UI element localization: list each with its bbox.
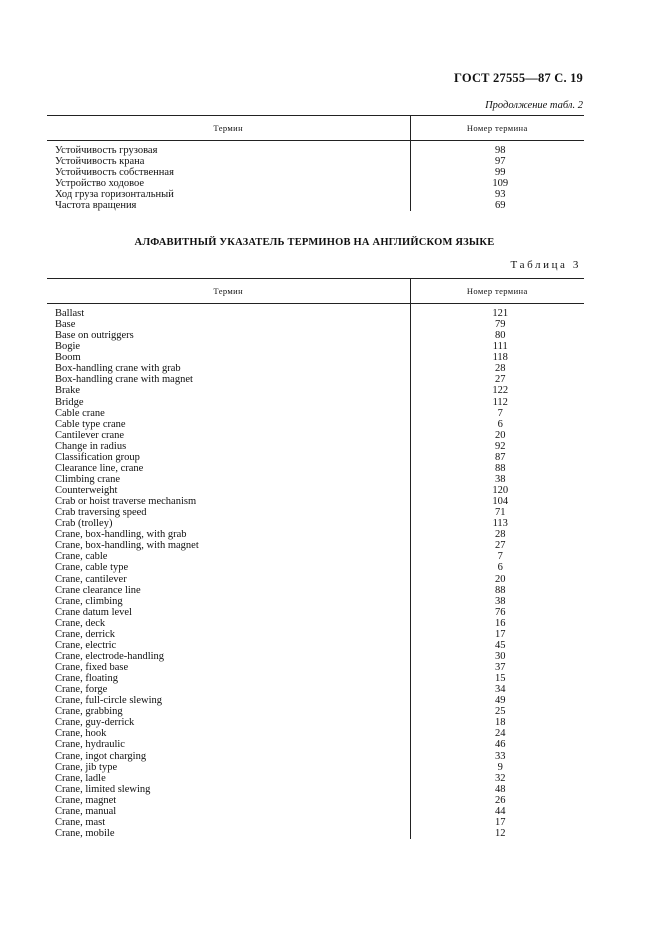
term-cell: Bridge	[47, 397, 410, 408]
term-number-cell: 45	[495, 639, 506, 651]
table-row	[47, 728, 584, 739]
term-cell: Crane, hook	[47, 728, 410, 739]
table-row	[47, 330, 584, 341]
term-cell: Cable type crane	[47, 419, 410, 430]
term-cell: Crane, forge	[47, 684, 410, 695]
table-row	[47, 441, 584, 452]
column-header-term: Термин	[47, 116, 410, 141]
term-number-cell: 99	[495, 167, 506, 179]
term-number-cell: 26	[495, 794, 506, 806]
term-number-cell: 12	[495, 827, 506, 839]
term-number-cell: 20	[495, 429, 506, 441]
table-row	[47, 640, 584, 651]
term-number-cell: 80	[495, 330, 506, 342]
term-cell: Crane, ladle	[47, 773, 410, 784]
term-cell: Crane clearance line	[47, 585, 410, 596]
term-number-cell: 6	[497, 562, 503, 574]
table-row	[47, 518, 584, 529]
term-cell: Crane, fixed base	[47, 662, 410, 673]
term-number-cell: 17	[495, 628, 506, 640]
term-number-cell: 112	[492, 396, 508, 408]
table-row	[47, 695, 584, 706]
term-cell: Crane, electrode-handling	[47, 651, 410, 662]
term-cell: Crab (trolley)	[47, 518, 410, 529]
table-row	[47, 574, 584, 585]
table-row	[47, 662, 584, 673]
term-number-cell: 48	[495, 783, 506, 795]
term-number-cell: 16	[495, 617, 506, 629]
term-number-cell: 6	[497, 418, 503, 430]
term-cell: Clearance line, crane	[47, 463, 410, 474]
term-cell: Cable crane	[47, 408, 410, 419]
term-number-cell: 122	[492, 385, 509, 397]
term-number-cell: 7	[497, 551, 503, 563]
table-row	[47, 507, 584, 518]
term-cell: Crane, grabbing	[47, 706, 410, 717]
table-row	[47, 496, 584, 507]
term-number-cell: 118	[492, 352, 508, 364]
term-number-cell: 28	[495, 529, 506, 541]
term-cell: Crane, floating	[47, 673, 410, 684]
term-number-cell: 24	[495, 728, 506, 740]
table-row	[47, 817, 584, 828]
table-row	[47, 806, 584, 817]
table-row	[47, 352, 584, 363]
table-row	[47, 596, 584, 607]
term-number-cell: 38	[495, 473, 506, 485]
term-cell: Crab traversing speed	[47, 507, 410, 518]
term-number-cell: 18	[495, 717, 506, 729]
term-number-cell: 17	[495, 816, 506, 828]
terms-table-russian	[47, 115, 584, 211]
term-cell: Crane, deck	[47, 618, 410, 629]
term-number-cell: 44	[495, 805, 506, 817]
term-number-cell: 20	[495, 573, 506, 585]
table-row	[47, 618, 584, 629]
table-row	[47, 430, 584, 441]
term-cell: Classification group	[47, 452, 410, 463]
term-number-cell: 98	[495, 145, 506, 156]
table-row	[47, 408, 584, 419]
table-row	[47, 485, 584, 496]
term-number-cell: 25	[495, 706, 506, 718]
table-row	[47, 474, 584, 485]
term-number-cell: 38	[495, 595, 506, 607]
term-cell: Crane, full-circle slewing	[47, 695, 410, 706]
term-number-cell: 37	[495, 662, 506, 673]
table-row	[47, 529, 584, 540]
term-cell: Устойчивость грузовая	[47, 141, 410, 157]
table-row	[47, 795, 584, 806]
term-number-cell: 46	[495, 739, 506, 751]
term-cell: Частота вращения	[47, 200, 410, 211]
term-number-cell: 49	[495, 695, 506, 707]
table-row	[47, 828, 584, 839]
table-row	[47, 452, 584, 463]
table-label: Таблица 3	[510, 259, 581, 271]
term-cell: Crane, climbing	[47, 596, 410, 607]
term-number-cell: 87	[495, 451, 506, 463]
section-title: АЛФАВИТНЫЙ УКАЗАТЕЛЬ ТЕРМИНОВ НА АНГЛИЙСКОМ ЯЗЫКЕ	[134, 237, 495, 248]
term-cell: Crane, box-handling, with magnet	[47, 540, 410, 551]
table-row	[47, 167, 584, 178]
term-cell: Crane, manual	[47, 806, 410, 817]
table-row	[47, 178, 584, 189]
table-row	[47, 200, 584, 211]
term-number-cell: 30	[495, 650, 506, 662]
term-cell: Box-handling crane with magnet	[47, 374, 410, 385]
term-cell: Crane, hydraulic	[47, 739, 410, 750]
term-cell: Crane, cable	[47, 551, 410, 562]
term-number-cell: 79	[495, 319, 506, 331]
term-number-cell: 33	[495, 750, 506, 762]
term-cell: Crane, mobile	[47, 828, 410, 839]
term-number-cell: 88	[495, 462, 506, 474]
term-cell: Crane, guy-derrick	[47, 717, 410, 728]
term-number-cell: 9	[497, 761, 503, 773]
table-row	[47, 673, 584, 684]
table-row	[47, 319, 584, 330]
term-cell: Crane, box-handling, with grab	[47, 529, 410, 540]
table-row	[47, 551, 584, 562]
table-row	[47, 397, 584, 408]
term-cell: Crane, electric	[47, 640, 410, 651]
term-cell: Boom	[47, 352, 410, 363]
term-number-cell: 109	[492, 178, 509, 190]
table-row	[47, 463, 584, 474]
column-header-term: Термин	[47, 279, 410, 304]
term-cell: Crane, ingot charging	[47, 751, 410, 762]
term-cell: Cantilever crane	[47, 430, 410, 441]
term-cell: Crane datum level	[47, 607, 410, 618]
term-cell: Устойчивость собственная	[47, 167, 410, 178]
table-row	[47, 562, 584, 573]
term-cell: Crab or hoist traverse mechanism	[47, 496, 410, 507]
term-number-cell: 32	[495, 772, 506, 784]
term-number-cell: 27	[495, 540, 506, 552]
term-number-cell: 93	[495, 189, 506, 201]
page-header: ГОСТ 27555—87 С. 19	[454, 71, 583, 85]
term-number-cell: 121	[492, 308, 509, 319]
column-header-number: Номер термина	[410, 116, 584, 141]
table-row	[47, 651, 584, 662]
table-row	[47, 706, 584, 717]
term-number-cell: 111	[492, 341, 508, 353]
term-number-cell: 7	[497, 407, 503, 419]
table-row	[47, 419, 584, 430]
term-number-cell: 27	[495, 374, 506, 386]
term-cell: Ход груза горизонтальный	[47, 189, 410, 200]
term-number-cell: 28	[495, 363, 506, 375]
table-row	[47, 739, 584, 750]
table-row	[47, 540, 584, 551]
terms-table-english	[47, 278, 584, 839]
term-number-cell: 113	[492, 518, 508, 530]
term-cell: Устройство ходовое	[47, 178, 410, 189]
table-row	[47, 717, 584, 728]
term-cell: Crane, cantilever	[47, 574, 410, 585]
term-cell: Crane, cable type	[47, 562, 410, 573]
term-cell: Climbing crane	[47, 474, 410, 485]
term-cell: Box-handling crane with grab	[47, 363, 410, 374]
term-cell: Bogie	[47, 341, 410, 352]
term-number-cell: 34	[495, 684, 506, 696]
term-cell: Base on outriggers	[47, 330, 410, 341]
term-cell: Base	[47, 319, 410, 330]
table-row	[47, 684, 584, 695]
term-cell: Crane, mast	[47, 817, 410, 828]
term-number-cell: 97	[495, 156, 506, 168]
term-cell: Crane, jib type	[47, 762, 410, 773]
term-cell: Counterweight	[47, 485, 410, 496]
table-row	[47, 374, 584, 385]
table-row	[47, 585, 584, 596]
table-row	[47, 751, 584, 762]
table-row	[47, 341, 584, 352]
table-row	[47, 156, 584, 167]
term-number-cell: 120	[492, 485, 509, 496]
term-number-cell: 88	[495, 584, 506, 596]
table-row	[47, 141, 584, 157]
table-continuation-label: Продолжение табл. 2	[485, 100, 583, 111]
column-header-number: Номер термина	[410, 279, 584, 304]
term-number-cell: 69	[495, 200, 506, 212]
term-cell: Ballast	[47, 304, 410, 320]
table-row	[47, 189, 584, 200]
term-number-cell: 76	[495, 606, 506, 618]
term-cell: Crane, derrick	[47, 629, 410, 640]
table-row	[47, 385, 584, 396]
table-row	[47, 762, 584, 773]
table-row	[47, 363, 584, 374]
term-cell: Устойчивость крана	[47, 156, 410, 167]
term-cell: Crane, limited slewing	[47, 784, 410, 795]
term-number-cell: 15	[495, 673, 506, 685]
table-row	[47, 629, 584, 640]
term-cell: Brake	[47, 385, 410, 396]
table-row	[47, 304, 584, 320]
table-row	[47, 784, 584, 795]
table-row	[47, 607, 584, 618]
term-number-cell: 104	[492, 496, 509, 508]
table-row	[47, 773, 584, 784]
term-number-cell: 92	[495, 440, 506, 452]
term-number-cell: 71	[495, 507, 506, 519]
term-cell: Crane, magnet	[47, 795, 410, 806]
term-cell: Change in radius	[47, 441, 410, 452]
